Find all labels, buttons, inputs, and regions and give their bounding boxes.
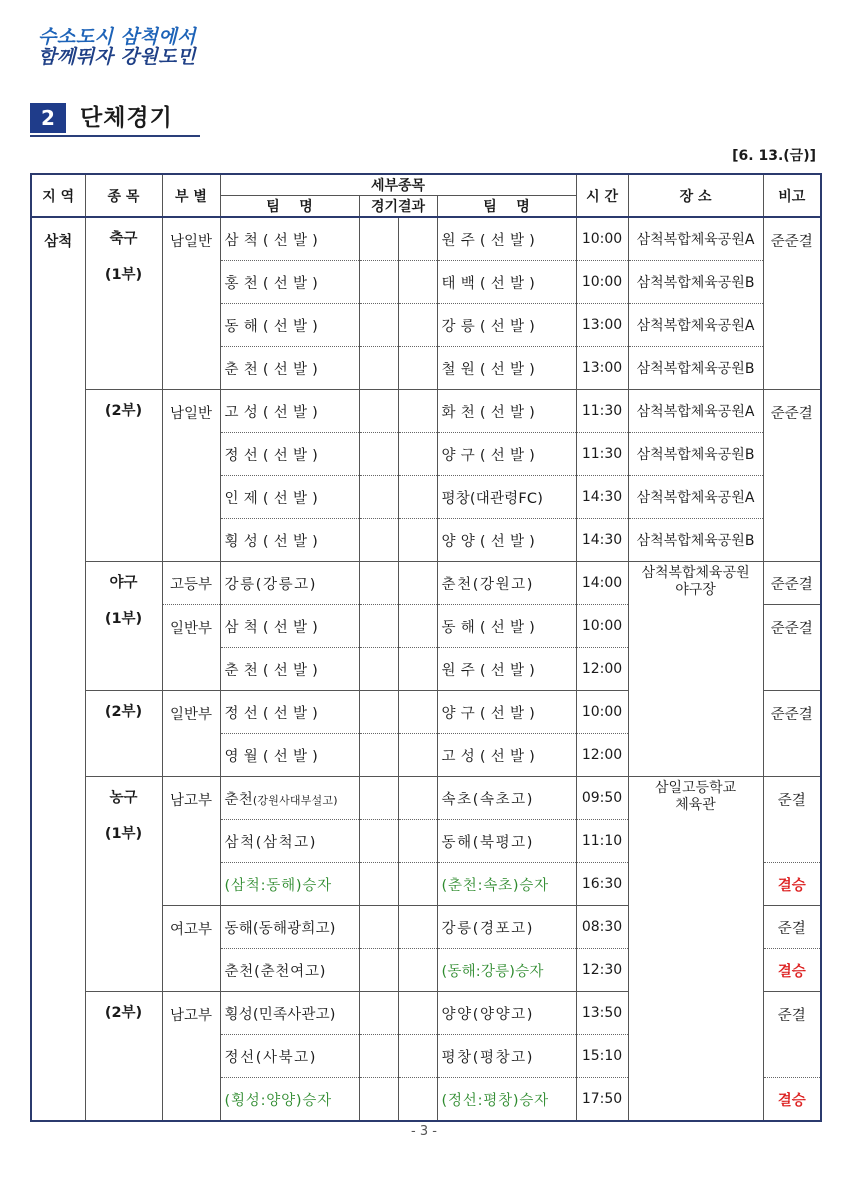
match-note: 준결 <box>763 992 821 1078</box>
team-a: 횡성(선발) <box>220 519 359 562</box>
team-a: 횡성(민족사관고) <box>220 992 359 1035</box>
team-b: 평창(평창고) <box>437 1035 576 1078</box>
division-cell: 일반부 <box>162 605 220 691</box>
match-time: 10:00 <box>576 217 628 261</box>
result-cell <box>359 691 398 734</box>
match-time: 11:30 <box>576 433 628 476</box>
final-note: 결승 <box>763 1078 821 1122</box>
team-b: 양구(선발) <box>437 691 576 734</box>
team-a: 정선(사북고) <box>220 1035 359 1078</box>
result-cell <box>359 476 398 519</box>
final-note: 결승 <box>763 863 821 906</box>
team-a <box>220 777 359 820</box>
match-time: 13:00 <box>576 347 628 390</box>
match-time: 14:00 <box>576 562 628 605</box>
team-a: 영월(선발) <box>220 734 359 777</box>
result-cell <box>359 390 398 433</box>
baseball-place-line2: 야구장 <box>675 582 716 598</box>
header-team-b: 팀 명 <box>437 196 576 218</box>
soccer-part2: (2부) <box>104 403 143 419</box>
header-division: 부 별 <box>162 174 220 217</box>
match-place: 삼척복합체육공원A <box>628 476 763 519</box>
schedule-table <box>30 173 822 1122</box>
team-b: 원주(선발) <box>437 648 576 691</box>
result-cell <box>398 691 437 734</box>
header-note: 비고 <box>763 174 821 217</box>
team-a-winner-slot: (횡성:양양)승자 <box>220 1078 359 1122</box>
team-a: 정선(선발) <box>220 691 359 734</box>
header-result: 경기결과 <box>359 196 437 218</box>
soccer-part2-event <box>85 390 162 562</box>
match-time: 13:00 <box>576 304 628 347</box>
team-a-school: (강원사대부설고) <box>252 793 338 807</box>
baseball-part2-event <box>85 691 162 777</box>
match-place: 삼척복합체육공원B <box>628 433 763 476</box>
baseball-place-line1: 삼척복합체육공원 <box>641 565 750 581</box>
soccer-name: 축구 <box>109 231 138 247</box>
section-title: 단체경기 <box>80 105 173 131</box>
result-cell <box>398 519 437 562</box>
match-place: 삼척복합체육공원B <box>628 347 763 390</box>
result-cell <box>398 217 437 261</box>
basketball-part1: (1부) <box>104 826 143 842</box>
team-b: 철원(선발) <box>437 347 576 390</box>
team-a: 홍천(선발) <box>220 261 359 304</box>
final-note: 결승 <box>763 949 821 992</box>
soccer-part1-event <box>85 217 162 390</box>
match-time: 16:30 <box>576 863 628 906</box>
team-b: 원주(선발) <box>437 217 576 261</box>
result-cell <box>398 304 437 347</box>
result-cell <box>398 1035 437 1078</box>
team-b: 양양(선발) <box>437 519 576 562</box>
header-time: 시 간 <box>576 174 628 217</box>
result-cell <box>398 347 437 390</box>
division-cell: 여고부 <box>162 906 220 992</box>
result-cell <box>359 863 398 906</box>
match-place: 삼척복합체육공원B <box>628 519 763 562</box>
basketball-part1-event <box>85 777 162 992</box>
soccer-part2-division: 남일반 <box>162 390 220 562</box>
result-cell <box>359 433 398 476</box>
result-cell <box>359 1078 398 1122</box>
result-cell <box>359 304 398 347</box>
result-cell <box>398 562 437 605</box>
match-time: 15:10 <box>576 1035 628 1078</box>
team-b: 양양(양양고) <box>437 992 576 1035</box>
page-number: - 3 - <box>411 1124 437 1139</box>
soccer-part2-note: 준준결 <box>763 390 821 562</box>
header-place: 장 소 <box>628 174 763 217</box>
result-cell <box>398 992 437 1035</box>
match-time: 08:30 <box>576 906 628 949</box>
result-cell <box>398 820 437 863</box>
basketball-place-line1: 삼일고등학교 <box>654 780 737 796</box>
match-time: 12:00 <box>576 734 628 777</box>
team-b-winner-slot: (동해:강릉)승자 <box>437 949 576 992</box>
result-cell <box>398 433 437 476</box>
region-cell: 삼척 <box>31 217 85 1121</box>
basketball-part2: (2부) <box>104 1005 143 1021</box>
division-cell: 남고부 <box>162 992 220 1122</box>
match-time: 12:00 <box>576 648 628 691</box>
result-cell <box>359 777 398 820</box>
team-a: 춘천(선발) <box>220 648 359 691</box>
event-logo <box>38 28 196 68</box>
team-a: 동해(동해광희고) <box>220 906 359 949</box>
section-number: 2 <box>30 103 66 133</box>
result-cell <box>359 949 398 992</box>
result-cell <box>359 648 398 691</box>
match-time: 14:30 <box>576 519 628 562</box>
header-region: 지 역 <box>31 174 85 217</box>
team-a: 춘천(선발) <box>220 347 359 390</box>
result-cell <box>398 605 437 648</box>
result-cell <box>359 347 398 390</box>
match-place: 삼척복합체육공원A <box>628 217 763 261</box>
result-cell <box>398 1078 437 1122</box>
result-cell <box>359 605 398 648</box>
match-place: 삼척복합체육공원A <box>628 390 763 433</box>
result-cell <box>398 906 437 949</box>
team-b: 강릉(경포고) <box>437 906 576 949</box>
result-cell <box>359 992 398 1035</box>
schedule-date: [6. 13.(금)] <box>732 148 816 164</box>
baseball-part1: (1부) <box>104 611 143 627</box>
team-a: 동해(선발) <box>220 304 359 347</box>
team-b: 양구(선발) <box>437 433 576 476</box>
team-b: 동해(북평고) <box>437 820 576 863</box>
team-b-winner-slot: (춘천:속초)승자 <box>437 863 576 906</box>
team-a: 정선(선발) <box>220 433 359 476</box>
result-cell <box>359 1035 398 1078</box>
header-detail: 세부종목 <box>220 174 576 196</box>
baseball-part2: (2부) <box>104 704 143 720</box>
team-b: 평창(대관령FC) <box>437 476 576 519</box>
result-cell <box>359 217 398 261</box>
team-b: 태백(선발) <box>437 261 576 304</box>
logo-line-2: 함께뛰자 강원도민 <box>38 45 196 68</box>
result-cell <box>398 476 437 519</box>
basketball-part2-event <box>85 992 162 1122</box>
team-b: 속초(속초고) <box>437 777 576 820</box>
team-b: 화천(선발) <box>437 390 576 433</box>
match-note: 준결 <box>763 906 821 949</box>
match-note: 준준결 <box>763 605 821 691</box>
result-cell <box>359 261 398 304</box>
match-time: 10:00 <box>576 691 628 734</box>
team-a: 삼척(삼척고) <box>220 820 359 863</box>
team-a: 삼척(선발) <box>220 605 359 648</box>
team-b: 춘천(강원고) <box>437 562 576 605</box>
result-cell <box>398 777 437 820</box>
team-a: 춘천(춘천여고) <box>220 949 359 992</box>
header-event: 종 목 <box>85 174 162 217</box>
result-cell <box>359 562 398 605</box>
match-time: 11:30 <box>576 390 628 433</box>
result-cell <box>359 734 398 777</box>
team-b: 동해(선발) <box>437 605 576 648</box>
result-cell <box>398 863 437 906</box>
match-time: 17:50 <box>576 1078 628 1122</box>
result-cell <box>398 390 437 433</box>
result-cell <box>398 648 437 691</box>
result-cell <box>359 820 398 863</box>
header-team-a: 팀 명 <box>220 196 359 218</box>
basketball-place-line2: 체육관 <box>675 797 716 813</box>
match-time: 10:00 <box>576 605 628 648</box>
basketball-name: 농구 <box>109 790 138 806</box>
soccer-part1-division: 남일반 <box>162 217 220 390</box>
match-time: 12:30 <box>576 949 628 992</box>
result-cell <box>398 734 437 777</box>
match-note: 준준결 <box>763 691 821 777</box>
team-a: 인제(선발) <box>220 476 359 519</box>
team-a: 삼척(선발) <box>220 217 359 261</box>
result-cell <box>398 949 437 992</box>
section-heading <box>30 103 200 137</box>
result-cell <box>398 261 437 304</box>
match-note: 준결 <box>763 777 821 863</box>
basketball-place <box>628 777 763 1122</box>
match-note: 준준결 <box>763 562 821 605</box>
team-a-main: 춘천 <box>224 791 253 808</box>
match-time: 10:00 <box>576 261 628 304</box>
team-b: 고성(선발) <box>437 734 576 777</box>
match-time: 13:50 <box>576 992 628 1035</box>
logo-line-1: 수소도시 삼척에서 <box>38 26 196 48</box>
result-cell <box>359 906 398 949</box>
result-cell <box>359 519 398 562</box>
baseball-part1-event <box>85 562 162 691</box>
baseball-place <box>628 562 763 777</box>
team-a: 강릉(강릉고) <box>220 562 359 605</box>
match-time: 09:50 <box>576 777 628 820</box>
team-a-winner-slot: (삼척:동해)승자 <box>220 863 359 906</box>
match-place: 삼척복합체육공원B <box>628 261 763 304</box>
match-time: 11:10 <box>576 820 628 863</box>
division-cell: 고등부 <box>162 562 220 605</box>
baseball-name: 야구 <box>109 575 138 591</box>
soccer-part1: (1부) <box>104 267 143 283</box>
team-b: 강릉(선발) <box>437 304 576 347</box>
team-a: 고성(선발) <box>220 390 359 433</box>
division-cell: 남고부 <box>162 777 220 906</box>
soccer-part1-note: 준준결 <box>763 217 821 390</box>
match-time: 14:30 <box>576 476 628 519</box>
match-place: 삼척복합체육공원A <box>628 304 763 347</box>
team-b-winner-slot: (정선:평창)승자 <box>437 1078 576 1122</box>
division-cell: 일반부 <box>162 691 220 777</box>
